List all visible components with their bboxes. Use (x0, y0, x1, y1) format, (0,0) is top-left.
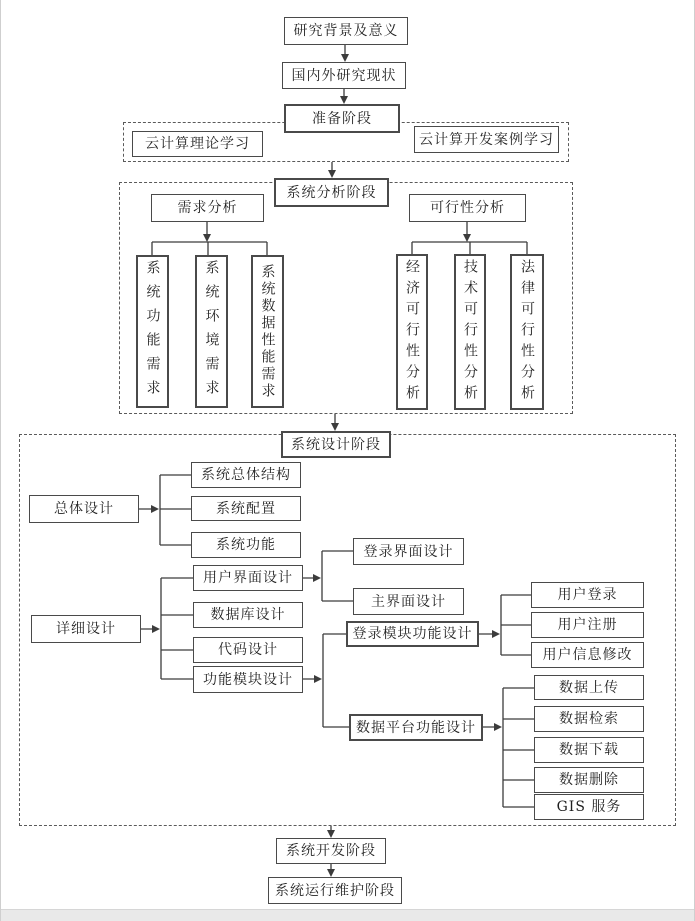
node-feasibility-legal: 法律可行性分析 (510, 254, 544, 410)
node-feasibility-analysis: 可行性分析 (409, 194, 526, 222)
node-stage-prepare: 准备阶段 (284, 104, 400, 133)
node-cloud-case-study: 云计算开发案例学习 (414, 126, 559, 153)
node-main-ui-design: 主界面设计 (353, 588, 464, 615)
node-data-search: 数据检索 (534, 706, 644, 732)
node-stage-design: 系统设计阶段 (281, 431, 391, 458)
node-login-ui-design: 登录界面设计 (353, 538, 464, 565)
node-system-config: 系统配置 (191, 496, 301, 521)
node-database-design: 数据库设计 (193, 602, 303, 628)
node-research-background: 研究背景及意义 (284, 17, 408, 45)
page-bottom-bar (1, 909, 695, 921)
node-data-platform-design: 数据平台功能设计 (349, 714, 483, 741)
node-research-status: 国内外研究现状 (282, 62, 406, 89)
node-req-function: 系统功能需求 (136, 255, 169, 408)
node-req-data-performance: 系统数据性能需求 (251, 255, 284, 408)
node-system-structure: 系统总体结构 (191, 462, 301, 488)
node-feasibility-technical: 技术可行性分析 (454, 254, 486, 410)
node-user-login: 用户登录 (531, 582, 644, 608)
node-login-module-design: 登录模块功能设计 (346, 621, 479, 647)
node-data-upload: 数据上传 (534, 675, 644, 700)
node-feasibility-economic: 经济可行性分析 (396, 254, 428, 410)
node-user-info-modify: 用户信息修改 (531, 642, 644, 668)
node-module-design: 功能模块设计 (193, 666, 303, 693)
node-ui-design: 用户界面设计 (193, 565, 303, 591)
node-system-function: 系统功能 (191, 532, 301, 558)
node-code-design: 代码设计 (193, 637, 303, 663)
node-cloud-theory-study: 云计算理论学习 (132, 131, 263, 157)
node-data-download: 数据下载 (534, 737, 644, 763)
node-detailed-design: 详细设计 (31, 615, 141, 643)
node-overall-design: 总体设计 (29, 495, 139, 523)
node-user-register: 用户注册 (531, 612, 644, 638)
node-req-environment: 系统环境需求 (195, 255, 228, 408)
node-data-delete: 数据删除 (534, 767, 644, 793)
node-stage-develop: 系统开发阶段 (276, 838, 386, 864)
node-stage-analysis: 系统分析阶段 (274, 178, 389, 207)
connector-lines (139, 45, 534, 871)
node-gis-service: GIS 服务 (534, 794, 644, 820)
node-requirement-analysis: 需求分析 (151, 194, 264, 222)
node-stage-maintain: 系统运行维护阶段 (268, 877, 402, 904)
